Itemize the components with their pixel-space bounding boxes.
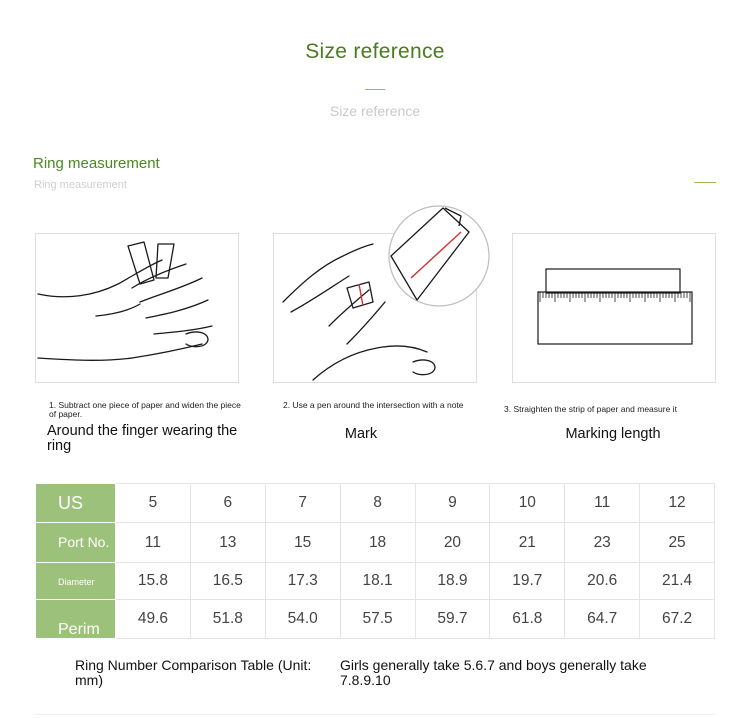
table-cell: 19.7 <box>490 563 565 600</box>
row-header-label: Port No. <box>58 533 110 550</box>
table-cell: 5 <box>116 484 191 523</box>
footer-divider <box>35 714 715 715</box>
page-subtitle: Size reference <box>329 103 421 119</box>
row-header-cell <box>36 563 116 600</box>
table-cell: 11 <box>116 523 191 563</box>
table-caption: Ring Number Comparison Table (Unit: mm) <box>75 657 312 688</box>
table-cell: 25 <box>640 523 715 563</box>
step-2-label: Mark <box>344 426 378 442</box>
table-cell: 23 <box>565 523 640 563</box>
table-cell: 54.0 <box>265 600 340 639</box>
table-cell: 7 <box>265 484 340 523</box>
table-cell: 16.5 <box>190 563 265 600</box>
row-header-cell <box>36 484 116 523</box>
table-cell: 18 <box>340 523 415 563</box>
table-cell: 20 <box>415 523 490 563</box>
ring-size-table <box>35 483 715 639</box>
table-cell: 64.7 <box>565 600 640 639</box>
table-cell: 8 <box>340 484 415 523</box>
row-header-cell <box>36 523 116 563</box>
step-3-caption: 3. Straighten the strip of paper and measure it <box>504 404 677 414</box>
table-row <box>36 523 715 563</box>
ruler-icon <box>513 234 715 382</box>
table-cell: 21.4 <box>640 563 715 600</box>
table-cell: 59.7 <box>415 600 490 639</box>
table-cell: 49.6 <box>116 600 191 639</box>
table-cell: 13 <box>190 523 265 563</box>
step-3-label: Marking length <box>565 426 661 442</box>
table-cell: 18.9 <box>415 563 490 600</box>
table-cell: 61.8 <box>490 600 565 639</box>
row-header-label: US <box>58 492 84 513</box>
table-row <box>36 600 715 639</box>
step-1-caption: 1. Subtract one piece of paper and widen the piece of paper. <box>49 400 241 419</box>
step-1-illustration <box>35 233 239 383</box>
section-title: Ring measurement <box>33 155 160 172</box>
title-divider <box>365 89 385 90</box>
step-1-label: Around the finger wearing the ring <box>47 423 238 454</box>
row-header-label: Perim <box>58 621 100 638</box>
table-cell: 21 <box>490 523 565 563</box>
table-cell: 10 <box>490 484 565 523</box>
section-divider <box>694 182 716 183</box>
page-title: Size reference <box>305 40 445 63</box>
table-row <box>36 484 715 523</box>
table-cell: 11 <box>565 484 640 523</box>
table-cell: 6 <box>190 484 265 523</box>
pen-mark-zoom-icon <box>273 202 495 384</box>
table-cell: 9 <box>415 484 490 523</box>
table-cell: 57.5 <box>340 600 415 639</box>
row-header-cell <box>36 600 116 639</box>
hand-paper-strip-icon <box>36 234 238 382</box>
table-cell: 67.2 <box>640 600 715 639</box>
table-cell: 18.1 <box>340 563 415 600</box>
size-advice: Girls generally take 5.6.7 and boys generally take 7.8.9.10 <box>340 657 647 688</box>
table-cell: 15.8 <box>116 563 191 600</box>
table-cell: 20.6 <box>565 563 640 600</box>
section-subtitle: Ring measurement <box>34 179 127 191</box>
step-3-illustration <box>512 233 716 383</box>
table-cell: 12 <box>640 484 715 523</box>
table-cell: 51.8 <box>190 600 265 639</box>
table-cell: 15 <box>265 523 340 563</box>
row-header-label: Diameter <box>58 577 95 587</box>
step-2-caption: 2. Use a pen around the intersection with a note <box>283 400 464 410</box>
table-row <box>36 563 715 600</box>
table-cell: 17.3 <box>265 563 340 600</box>
